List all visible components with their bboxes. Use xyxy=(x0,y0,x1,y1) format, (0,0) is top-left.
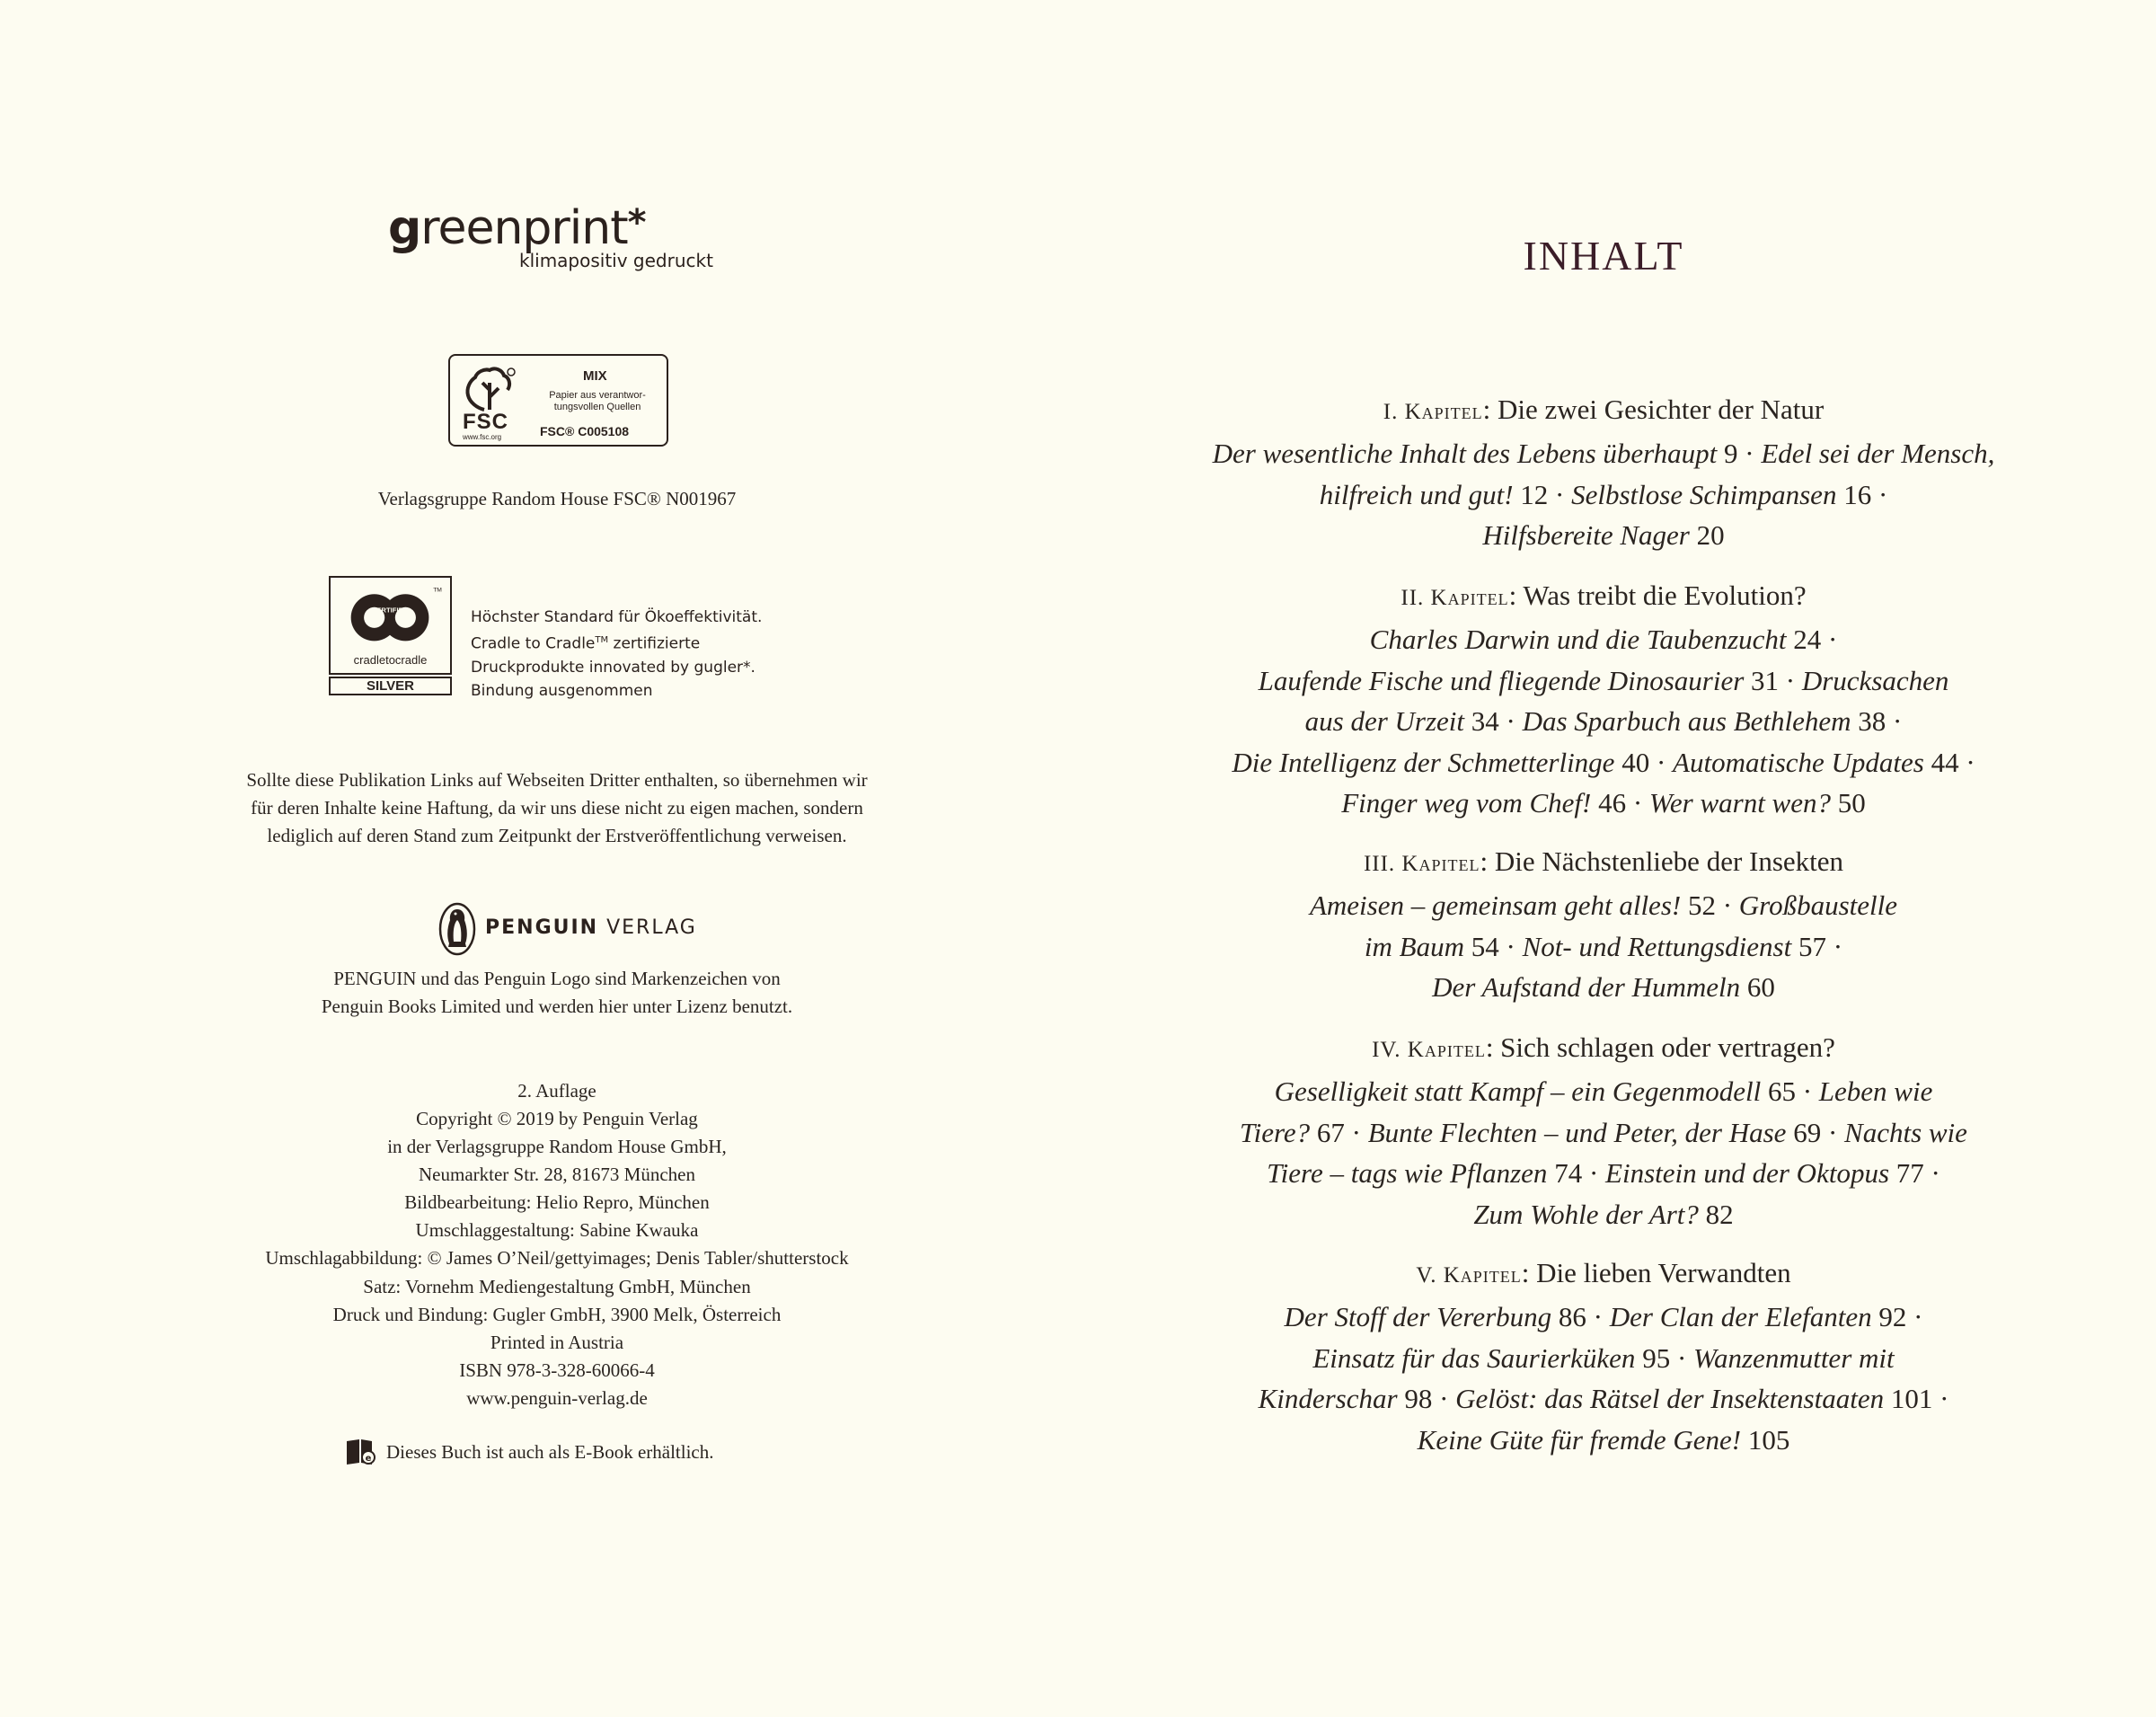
edition-line: 2. Auflage xyxy=(517,1080,596,1102)
section-title: Finger weg vom Chef! xyxy=(1341,787,1592,819)
cradle-to-cradle-wordmark: cradletocradle xyxy=(353,653,428,667)
chapter-number: III. Kapitel xyxy=(1363,852,1480,876)
silver-level-label: SILVER xyxy=(329,677,452,695)
page-number: 12 xyxy=(1513,478,1549,510)
section-title: Der Aufstand der Hummeln xyxy=(1432,971,1741,1003)
greenprint-logo xyxy=(388,201,713,271)
section-title: Leben wie xyxy=(1818,1075,1933,1107)
page-number: 16 xyxy=(1836,478,1872,510)
website-line: www.penguin-verlag.de xyxy=(466,1387,648,1409)
page-number: 40 xyxy=(1614,746,1650,778)
page-number: 65 xyxy=(1761,1075,1796,1107)
separator-dot: · xyxy=(1498,705,1523,737)
section-title: Edel sei der Mensch, xyxy=(1761,438,1995,469)
page-number: 74 xyxy=(1547,1157,1583,1189)
toc-line xyxy=(1114,742,2093,783)
separator-dot: · xyxy=(1779,664,1802,696)
table-of-contents-page xyxy=(1114,0,2156,1717)
section-title: Gelöst: das Rätsel der Insektenstaaten xyxy=(1455,1383,1885,1414)
imprint-page: greenprint* klimapositiv gedruckt FSC www.fsc.org MIX Papier aus verantwor- tungsvollen Quellen FSC® C005108 Verlagsgruppe Random House FSC® N001967 CERTIFIED TM cradletocradle SILVER Höchster Standard für Ökoeffektivität. Cradle to Cradle™ zertifizierte Druckprodukte innovated by gugler*. Bindung ausgenommen Sollte diese Publikation Links auf Webseiten Dritter enthalten, so übernehmen wir für deren Inhalte keine Haftung, da wir uns diese nicht zu eigen machen, sondern lediglich auf deren Stand zum Zeitpunkt der Erstveröffentlichung verweisen. PENGUIN VERLAG PENGUIN und das Penguin Logo sind Markenzeichen von Penguin Books Limited und werden hier unter Lizenz benutzt. 2. Auflage Copyright © 2019 by Penguin Verlag in der Verlagsgruppe Random House GmbH, Neumarkter Str. 28, 81673 München Bildbearbeitung: Helio Repro, München Umschlaggestaltung: Sabine Kwauka Umschlagabbildung: © James O’Neil/gettyimages; Denis Tabler/shutterstock Satz: Vornehm Mediengestaltung GmbH, München Druck und Bindung: Gugler GmbH, 3900 Melk, Österreich Printed in Austria ISBN 978-3-328-60066-4 www.penguin-verlag.de e Dieses Buch ist auch als E-Book erhältlich. xyxy=(0,0,1114,1717)
section-title: Nachts wie xyxy=(1844,1116,1967,1148)
chapter-title: : Was treibt die Evolution? xyxy=(1508,580,1807,611)
toc-chapter-4 xyxy=(1114,1027,2093,1235)
section-title: hilfreich und gut! xyxy=(1319,478,1514,510)
toc-line xyxy=(1114,660,2093,702)
section-title: Charles Darwin und die Taubenzucht xyxy=(1369,624,1787,655)
section-title: Bunte Flechten – und Peter, der Hase xyxy=(1367,1116,1787,1148)
greenprint-wordmark: greenprint* xyxy=(388,201,646,255)
chapter-title: : Die zwei Gesichter der Natur xyxy=(1482,394,1825,425)
fsc-logo-text: FSC xyxy=(463,410,508,434)
toc-line xyxy=(1114,433,2093,474)
toc-line xyxy=(1114,1112,2093,1154)
svg-text:CERTIFIED: CERTIFIED xyxy=(371,606,409,615)
toc-chapter-5 xyxy=(1114,1252,2093,1460)
toc-line xyxy=(1114,1153,2093,1194)
chapter-title: : Sich schlagen oder vertragen? xyxy=(1485,1031,1835,1063)
toc-line xyxy=(1114,701,2093,742)
section-title: aus der Urzeit xyxy=(1304,705,1465,737)
chapter-title: : Die Nächstenliebe der Insekten xyxy=(1480,845,1844,877)
separator-dot: · xyxy=(1958,746,1975,778)
section-title: Der wesentliche Inhalt des Lebens überhaupt xyxy=(1212,438,1718,469)
page-number: 34 xyxy=(1464,705,1499,737)
separator-dot: · xyxy=(1715,889,1739,921)
toc-chapter-2 xyxy=(1114,575,2093,824)
page-number: 38 xyxy=(1851,705,1886,737)
section-title: Die Intelligenz der Schmetterlinge xyxy=(1232,746,1615,778)
toc-chapter-1 xyxy=(1114,389,2093,556)
chapter-heading xyxy=(1114,575,2093,619)
chapter-title: : Die lieben Verwandten xyxy=(1521,1257,1791,1288)
chapter-number: V. Kapitel xyxy=(1416,1263,1522,1288)
section-title: Einstein und der Oktopus xyxy=(1605,1157,1890,1189)
page-number: 20 xyxy=(1689,519,1725,551)
toc-title: INHALT xyxy=(1523,233,1684,279)
toc-line xyxy=(1114,783,2093,824)
page-number: 46 xyxy=(1591,787,1627,819)
section-title: Zum Wohle der Art? xyxy=(1473,1198,1699,1230)
page-number: 69 xyxy=(1786,1116,1822,1148)
svg-text:e: e xyxy=(365,1454,372,1464)
copyright-line: Copyright © 2019 by Penguin Verlag xyxy=(416,1108,698,1129)
section-title: Hilfsbereite Nager xyxy=(1482,519,1690,551)
toc-line xyxy=(1114,474,2093,516)
toc-line xyxy=(1114,1194,2093,1235)
fsc-group-line: Verlagsgruppe Random House FSC® N001967 xyxy=(377,488,737,509)
page-number: 24 xyxy=(1786,624,1822,655)
section-title: Automatische Updates xyxy=(1673,746,1924,778)
chapter-number: IV. Kapitel xyxy=(1372,1038,1486,1062)
toc-line xyxy=(1114,1420,2093,1461)
page-number: 92 xyxy=(1871,1301,1907,1332)
separator-dot: · xyxy=(1432,1383,1456,1414)
page-number: 9 xyxy=(1717,438,1738,469)
section-title: Einsatz für das Saurierküken xyxy=(1312,1341,1636,1374)
fsc-tree-icon xyxy=(457,363,520,417)
section-title: Not- und Rettungsdienst xyxy=(1522,930,1792,962)
section-title: Geselligkeit statt Kampf – ein Gegenmodell xyxy=(1274,1075,1762,1107)
page-number: 95 xyxy=(1635,1341,1671,1374)
separator-dot: · xyxy=(1923,1157,1940,1189)
fsc-mix-label: MIX xyxy=(583,368,607,384)
page-number: 31 xyxy=(1744,664,1780,696)
fsc-certification-logo xyxy=(448,354,668,447)
separator-dot: · xyxy=(1649,746,1674,778)
toc-line xyxy=(1114,967,2093,1008)
page-number: 50 xyxy=(1831,787,1866,819)
separator-dot: · xyxy=(1498,930,1523,962)
toc-line xyxy=(1114,926,2093,968)
section-title: Laufende Fische und fliegende Dinosaurier xyxy=(1258,664,1745,696)
section-title: Großbaustelle xyxy=(1738,889,1898,921)
cradle-to-cradle-badge xyxy=(329,576,452,695)
section-title: Der Clan der Elefanten xyxy=(1609,1301,1872,1332)
chapter-number: I. Kapitel xyxy=(1383,400,1483,424)
separator-dot: · xyxy=(1626,787,1649,819)
page-number: 52 xyxy=(1681,889,1716,921)
toc-line xyxy=(1114,515,2093,556)
toc-line xyxy=(1114,619,2093,660)
ebook-icon xyxy=(345,1438,376,1466)
penguin-verlag-wordmark: PENGUIN VERLAG xyxy=(485,916,697,939)
ebook-text: Dieses Buch ist auch als E-Book erhältlich. xyxy=(386,1441,714,1463)
section-title: Kinderschar xyxy=(1258,1383,1398,1414)
page-number: 54 xyxy=(1464,930,1499,962)
isbn-line: ISBN 978-3-328-60066-4 xyxy=(459,1359,655,1381)
toc-line xyxy=(1114,1071,2093,1112)
chapter-heading xyxy=(1114,389,2093,433)
separator-dot: · xyxy=(1670,1341,1694,1374)
chapter-heading xyxy=(1114,1252,2093,1297)
separator-dot: · xyxy=(1821,1116,1845,1148)
section-title: Selbstlose Schimpansen xyxy=(1571,478,1837,510)
toc-line xyxy=(1114,1378,2093,1420)
separator-dot: · xyxy=(1795,1075,1819,1107)
page-number: 57 xyxy=(1791,930,1826,962)
fsc-code: FSC® C005108 xyxy=(540,424,630,438)
page-number: 105 xyxy=(1741,1423,1790,1456)
section-title: Das Sparbuch aus Bethlehem xyxy=(1522,705,1851,737)
toc-line xyxy=(1114,1297,2093,1338)
section-title: Wanzenmutter mit xyxy=(1693,1341,1895,1374)
toc-line xyxy=(1114,885,2093,926)
page-number: 82 xyxy=(1698,1198,1734,1230)
penguin-icon xyxy=(438,902,476,956)
svg-text:TM: TM xyxy=(433,587,442,594)
separator-dot: · xyxy=(1344,1116,1368,1148)
separator-dot: · xyxy=(1871,478,1888,510)
fsc-url: www.fsc.org xyxy=(463,433,502,441)
section-title: Wer warnt wen? xyxy=(1648,787,1831,819)
page-number: 101 xyxy=(1884,1383,1933,1414)
page-number: 67 xyxy=(1310,1116,1345,1148)
separator-dot: · xyxy=(1582,1157,1606,1189)
separator-dot: · xyxy=(1737,438,1762,469)
page-number: 44 xyxy=(1923,746,1959,778)
toc-chapter-3 xyxy=(1114,841,2093,1008)
separator-dot: · xyxy=(1825,930,1843,962)
separator-dot: · xyxy=(1886,705,1903,737)
section-title: im Baum xyxy=(1364,930,1464,962)
separator-dot: · xyxy=(1906,1301,1923,1332)
chapter-heading xyxy=(1114,1027,2093,1071)
page-number: 98 xyxy=(1397,1383,1433,1414)
fsc-description: Papier aus verantwor- tungsvollen Quellen xyxy=(549,390,646,412)
section-title: Der Stoff der Vererbung xyxy=(1284,1301,1552,1332)
page-number: 77 xyxy=(1889,1157,1924,1189)
section-title: Drucksachen xyxy=(1801,664,1949,696)
section-title: Ameisen – gemeinsam geht alles! xyxy=(1309,889,1682,921)
page-number: 60 xyxy=(1740,971,1775,1003)
greenprint-tagline: klimapositiv gedruckt xyxy=(519,250,713,271)
chapter-number: II. Kapitel xyxy=(1401,586,1509,610)
section-title: Tiere? xyxy=(1240,1116,1311,1148)
page-number: 86 xyxy=(1551,1301,1586,1332)
chapter-heading xyxy=(1114,841,2093,885)
separator-dot: · xyxy=(1932,1383,1949,1414)
separator-dot: · xyxy=(1821,624,1838,655)
separator-dot: · xyxy=(1586,1301,1610,1332)
cradle-to-cradle-text: Höchster Standard für Ökoeffektivität. Cradle to Cradle™ zertifizierte Druckprodukte innovated by gugler*. Bindung ausgenommen xyxy=(471,608,763,700)
toc-line xyxy=(1114,1338,2093,1379)
separator-dot: · xyxy=(1548,478,1572,510)
section-title: Keine Güte für fremde Gene! xyxy=(1417,1423,1742,1456)
section-title: Tiere – tags wie Pflanzen xyxy=(1267,1157,1548,1189)
